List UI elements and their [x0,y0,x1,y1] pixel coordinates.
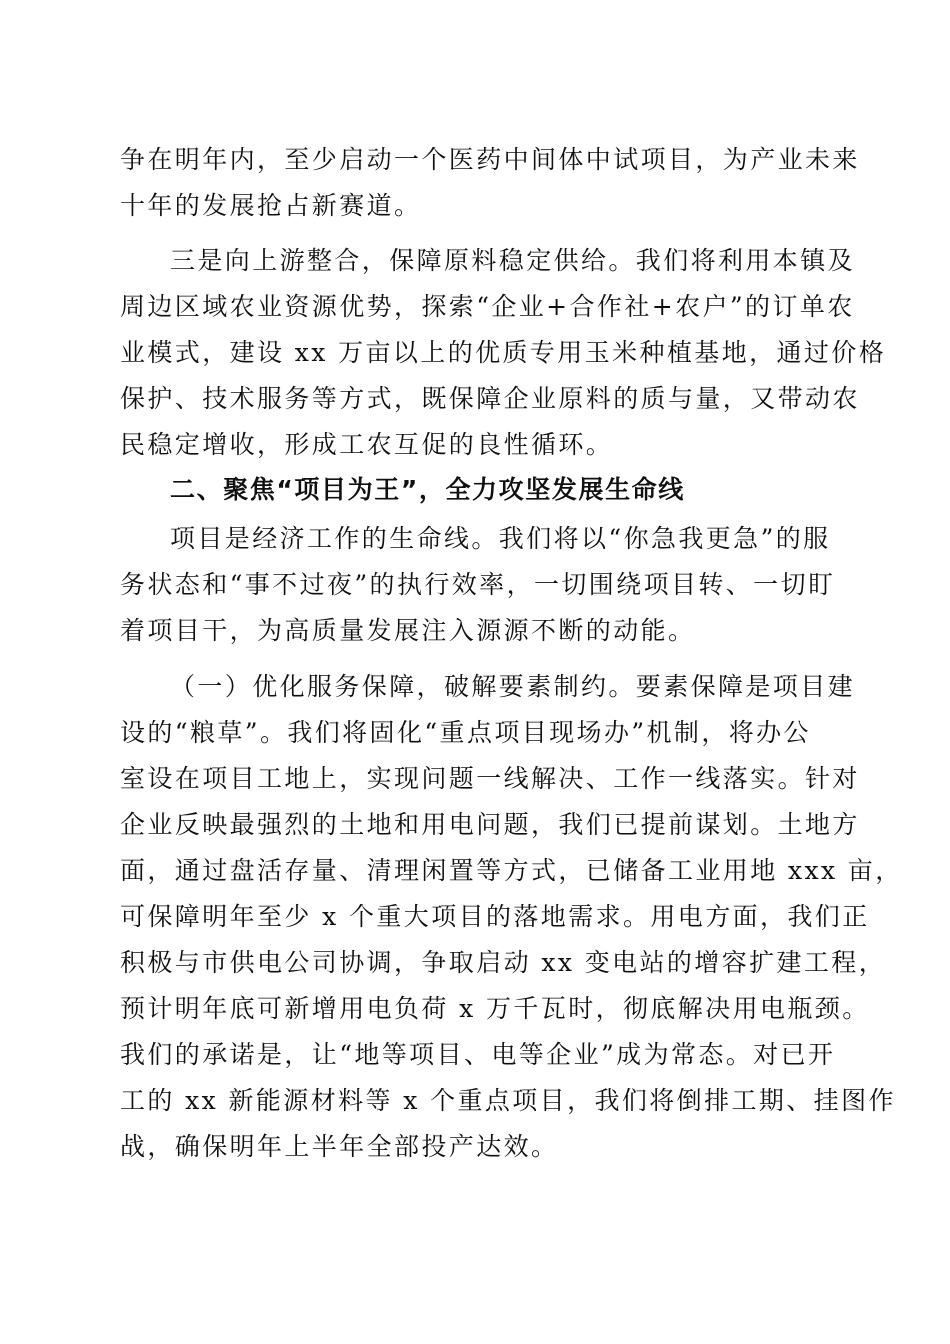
paragraph-first-line: 项目是经济工作的生命线。我们将以“你急我更急”的服 [170,524,831,553]
body-line: 室设在项目工地上，实现问题一线解决、工作一线落实。针对 [120,764,860,793]
body-line: 务状态和“事不过夜”的执行效率，一切围绕项目转、一切盯 [120,570,836,599]
body-line: 设的“粮草”。我们将固化“重点项目现场办”机制，将办公 [120,718,811,747]
body-line: 企业反映最强烈的土地和用电问题，我们已提前谋划。土地方 [120,810,860,839]
section-heading: 二、聚焦“项目为王”，全力攻坚发展生命线 [170,475,685,504]
body-line: 着项目干，为高质量发展注入源源不断的动能。 [120,616,696,645]
body-line: 可保障明年至少 x 个重大项目的落地需求。用电方面，我们正 [120,902,870,931]
body-line: 面，通过盘活存量、清理闲置等方式，已储备工业用地 xxx 亩， [120,856,903,885]
body-line: 周边区域农业资源优势，探索“企业+合作社+农户”的订单农 [120,292,855,321]
body-line: 预计明年底可新增用电负荷 x 万千瓦时，彻底解决用电瓶颈。 [120,994,870,1023]
body-line: 战，确保明年上半年全部投产达效。 [120,1132,559,1161]
document-body [120,137,903,1161]
body-line: 我们的承诺是，让“地等项目、电等企业”成为常态。对已开 [120,1040,836,1069]
body-line: 业模式，建设 xx 万亩以上的优质专用玉米种植基地，通过价格 [120,338,887,367]
paragraph-first-line: （一）优化服务保障，破解要素制约。要素保障是项目建 [170,672,856,701]
body-line: 积极与市供电公司协调，争取启动 xx 变电站的增容扩建工程， [120,948,887,977]
body-line: 十年的发展抢占新赛道。 [120,191,422,220]
paragraph-first-line: 三是向上游整合，保障原料稳定供给。我们将利用本镇及 [170,246,856,275]
body-line: 工的 xx 新能源材料等 x 个重点项目，我们将倒排工期、挂图作 [120,1086,896,1115]
body-line: 民稳定增收，形成工农互促的良性循环。 [120,430,614,459]
body-line: 争在明年内，至少启动一个医药中间体中试项目，为产业未来 [120,145,860,174]
body-line: 保护、技术服务等方式，既保障企业原料的质与量，又带动农 [120,384,860,413]
